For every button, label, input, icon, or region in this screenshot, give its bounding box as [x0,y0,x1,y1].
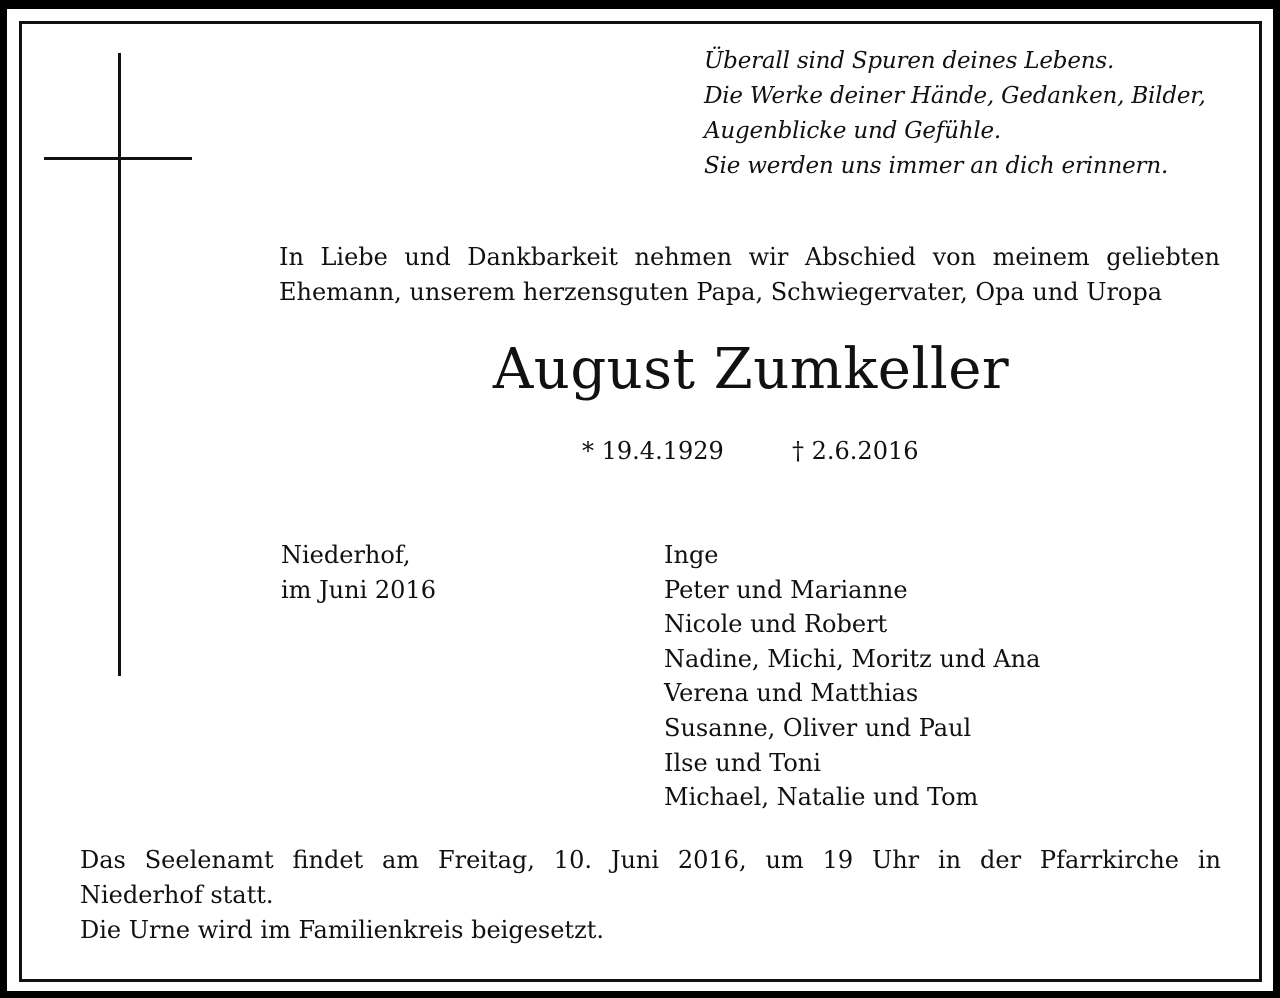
place-and-date [281,538,436,608]
date-line: im Juni 2016 [281,576,436,604]
poem-line: Die Werke deiner Hände, Gedanken, Bilder, [704,83,1206,109]
intro-line: Ehemann, unserem herzensguten Papa, Schwiegervater, Opa und Uropa [279,278,1163,306]
poem-line: Augenblicke und Gefühle. [704,118,1002,144]
place-line: Niederhof, [281,541,411,569]
intro-text [279,240,1220,310]
mourner-item: Peter und Marianne [664,575,908,604]
service-line: Niederhof statt. [80,881,274,909]
mourner-item: Inge [664,541,719,569]
mourner-item: Michael, Natalie und Tom [664,783,979,812]
service-line: Die Urne wird im Familienkreis beigesetzt. [80,916,604,944]
mourner-item: Susanne, Oliver und Paul [664,713,972,742]
death-date: † 2.6.2016 [792,437,919,465]
mourner-item: Verena und Matthias [664,679,919,708]
poem-line: Sie werden uns immer an dich erinnern. [704,153,1169,179]
service-line: Das Seelenamt findet am Freitag, 10. Juni 2016, um 19 Uhr in der Pfarrkirche in [80,846,1221,874]
birth-date: * 19.4.1929 [582,437,724,465]
intro-line: In Liebe und Dankbarkeit nehmen wir Abschied von meinem geliebten [279,243,1220,271]
mourner-item: Nadine, Michi, Moritz und Ana [664,644,1041,673]
deceased-name: August Zumkeller [492,337,1010,402]
service-info [80,843,1221,948]
cross-icon-vertical [118,53,121,676]
poem [704,44,1206,184]
mourner-item: Ilse und Toni [664,748,821,777]
poem-line: Überall sind Spuren deines Lebens. [704,48,1115,74]
mourner-item: Nicole und Robert [664,610,888,639]
mourners-list [664,538,1040,815]
cross-icon-horizontal [44,157,192,160]
